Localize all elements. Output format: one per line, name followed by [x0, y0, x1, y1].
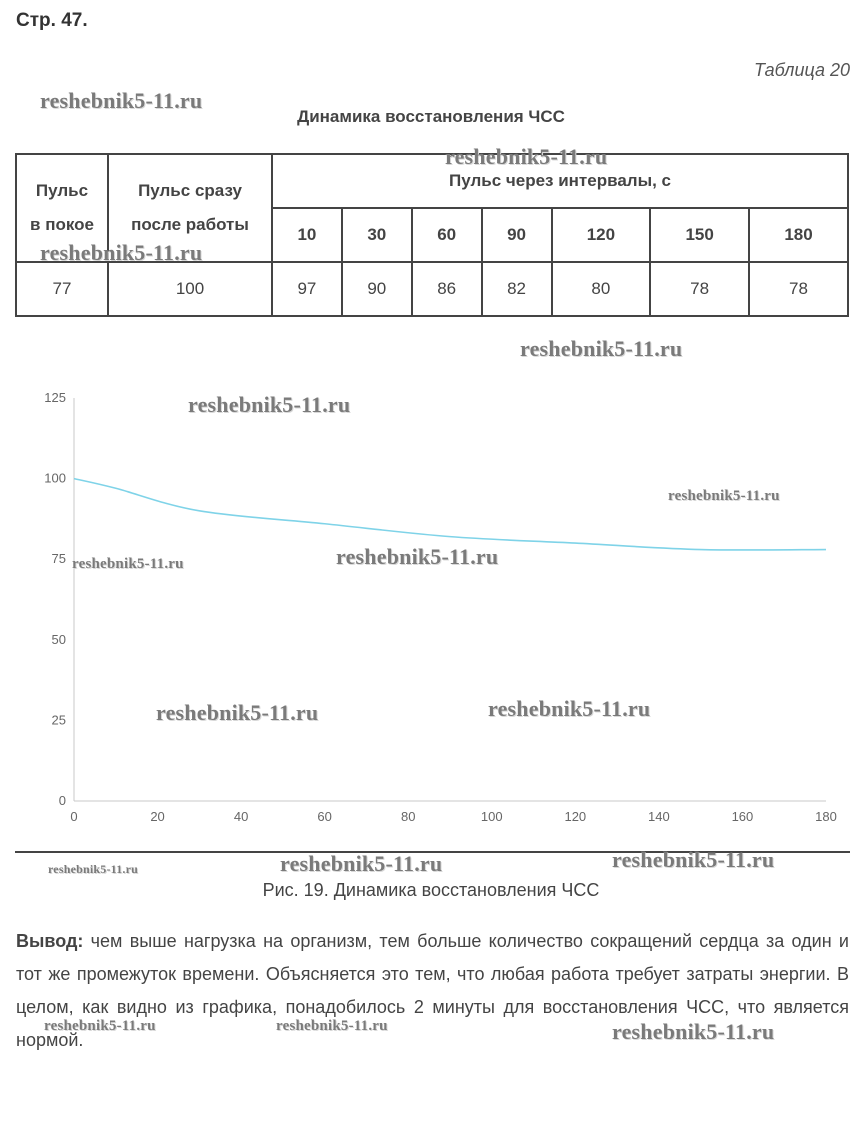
x-tick-label: 160 — [731, 809, 754, 824]
figure-divider — [15, 851, 850, 853]
interval-header: 180 — [749, 208, 848, 262]
cell-interval-value: 86 — [412, 262, 482, 316]
conclusion-label: Вывод: — [16, 931, 84, 951]
x-tick-label: 140 — [648, 809, 670, 824]
cell-rest: 77 — [16, 262, 108, 316]
x-tick-label: 100 — [480, 809, 503, 824]
watermark: reshebnik5-11.ru — [44, 1018, 156, 1034]
cell-interval-value: 90 — [342, 262, 412, 316]
y-tick-label: 75 — [51, 551, 66, 567]
cell-interval-value: 97 — [272, 262, 342, 316]
watermark: reshebnik5-11.ru — [668, 488, 780, 504]
header-after-line1: Пульс сразу — [138, 181, 242, 200]
x-tick-label: 120 — [564, 809, 587, 824]
figure-caption: Рис. 19. Динамика восстановления ЧСС — [262, 880, 600, 900]
header-after-line2: после работы — [131, 215, 249, 234]
watermark: reshebnik5-11.ru — [188, 392, 351, 417]
conclusion-text: чем выше нагрузка на организм, тем больше количество сокращений сердца за один и тот же промежуток времени. Объясняется это тем, что любая работа требует затраты энергии. В целом, как видно из графика, понадобилось 2 минуты для восстановления ЧСС, что является нормой. — [16, 931, 849, 1050]
header-intervals: Пульс через интервалы, с — [272, 154, 848, 208]
conclusion-paragraph — [16, 925, 849, 1057]
header-rest-line2: в покое — [30, 215, 94, 234]
watermark: reshebnik5-11.ru — [520, 336, 683, 361]
interval-header: 30 — [342, 208, 412, 262]
cell-after-work: 100 — [108, 262, 272, 316]
watermark: reshebnik5-11.ru — [72, 556, 184, 572]
y-tick-label: 25 — [51, 712, 66, 728]
watermark: reshebnik5-11.ru — [40, 240, 203, 265]
x-tick-label: 80 — [400, 809, 416, 824]
table-label: Таблица 20 — [753, 60, 850, 80]
cell-interval-value: 82 — [482, 262, 552, 316]
y-tick-label: 100 — [44, 470, 66, 486]
watermark: reshebnik5-11.ru — [336, 544, 499, 569]
x-tick-label: 0 — [70, 809, 78, 824]
x-tick-label: 60 — [317, 809, 332, 824]
page-number: Стр. 47. — [16, 10, 88, 31]
y-tick-label: 125 — [44, 390, 66, 405]
heart-rate-table — [15, 153, 849, 317]
heart-rate-chart — [0, 380, 862, 830]
watermark: reshebnik5-11.ru — [612, 1019, 775, 1044]
cell-interval-value: 80 — [552, 262, 651, 316]
header-rest-line1: Пульс — [35, 181, 89, 200]
x-tick-label: 20 — [150, 809, 165, 824]
series-line — [74, 479, 826, 550]
x-tick-label: 180 — [815, 809, 837, 824]
watermark: reshebnik5-11.ru — [276, 1018, 388, 1034]
header-after-work — [108, 154, 272, 262]
y-tick-label: 50 — [51, 631, 66, 647]
watermark: reshebnik5-11.ru — [445, 144, 608, 169]
watermark: reshebnik5-11.ru — [40, 88, 203, 113]
watermark: reshebnik5-11.ru — [48, 862, 138, 876]
watermark: reshebnik5-11.ru — [612, 847, 775, 872]
table-title: Динамика восстановления ЧСС — [297, 107, 565, 126]
interval-header: 90 — [482, 208, 552, 262]
x-tick-label: 40 — [233, 809, 249, 824]
watermark: reshebnik5-11.ru — [280, 851, 443, 876]
watermark: reshebnik5-11.ru — [156, 700, 319, 725]
interval-header: 120 — [552, 208, 651, 262]
interval-header: 60 — [412, 208, 482, 262]
cell-interval-value: 78 — [749, 262, 848, 316]
interval-header: 10 — [272, 208, 342, 262]
cell-interval-value: 78 — [650, 262, 749, 316]
header-rest-pulse — [16, 154, 108, 262]
watermark: reshebnik5-11.ru — [488, 696, 651, 721]
table-row — [16, 262, 848, 316]
interval-header: 150 — [650, 208, 749, 262]
y-tick-label: 0 — [58, 793, 66, 808]
